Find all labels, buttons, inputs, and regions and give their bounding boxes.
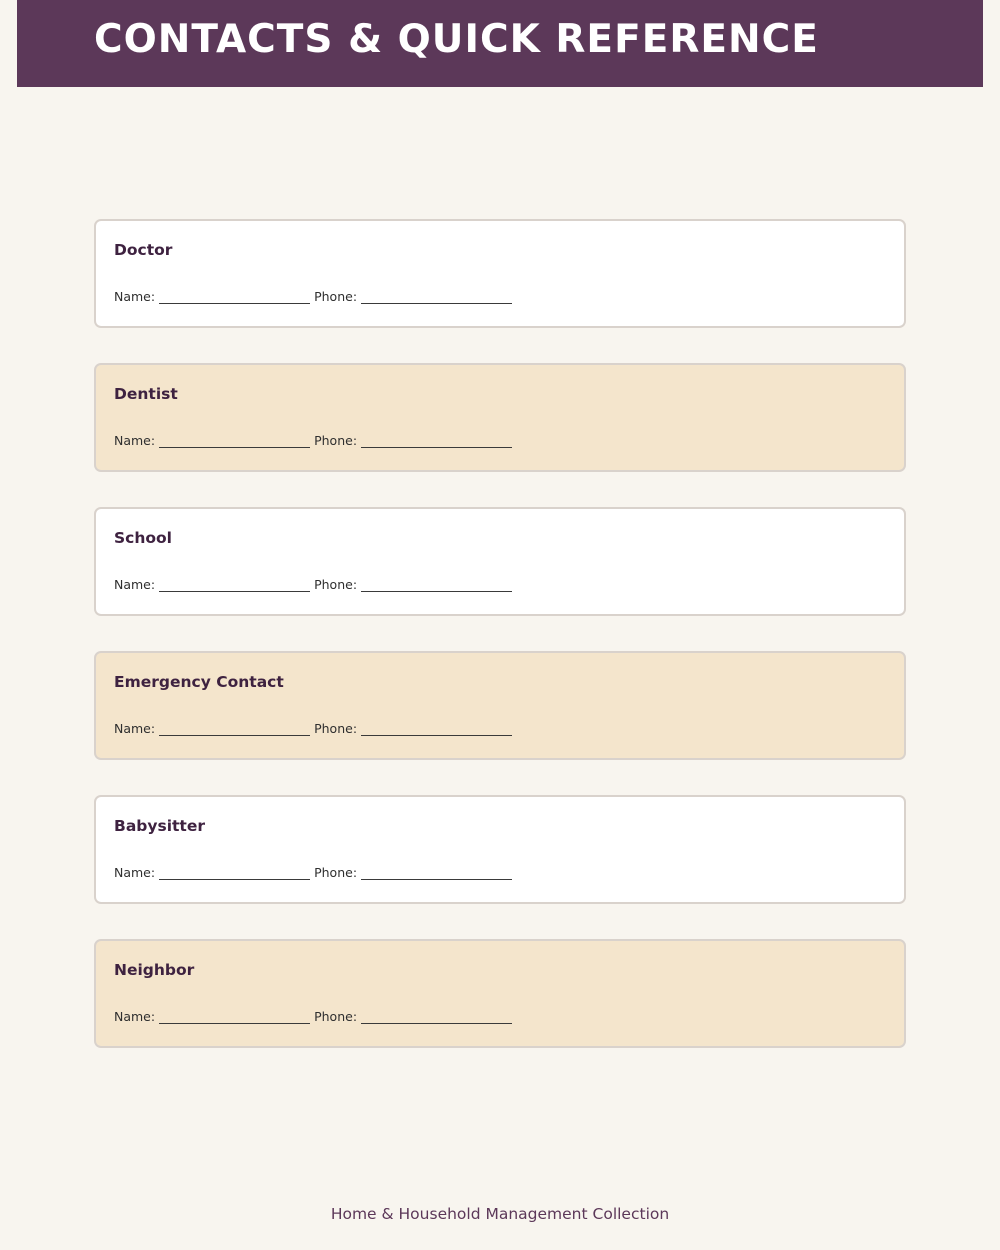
name-label: Name: — [114, 721, 156, 736]
phone-label: Phone: — [314, 577, 358, 592]
card-fields — [114, 718, 516, 736]
contact-cards — [94, 219, 906, 1083]
name-blank-line[interactable] — [159, 1009, 310, 1024]
contact-card-emergency-contact — [94, 651, 906, 760]
name-label: Name: — [114, 289, 156, 304]
card-title: Doctor — [114, 241, 173, 259]
card-fields — [114, 286, 516, 304]
card-title: Babysitter — [114, 817, 205, 835]
contact-card-babysitter — [94, 795, 906, 904]
name-label: Name: — [114, 865, 156, 880]
phone-label: Phone: — [314, 721, 358, 736]
card-title: Neighbor — [114, 961, 195, 979]
card-title: School — [114, 529, 172, 547]
card-title: Dentist — [114, 385, 178, 403]
phone-label: Phone: — [314, 1009, 358, 1024]
card-fields — [114, 1006, 516, 1024]
phone-blank-line[interactable] — [361, 577, 512, 592]
footer-text: Home & Household Management Collection — [330, 1205, 670, 1223]
name-blank-line[interactable] — [159, 577, 310, 592]
name-label: Name: — [114, 1009, 156, 1024]
contact-card-school — [94, 507, 906, 616]
contact-card-neighbor — [94, 939, 906, 1048]
phone-label: Phone: — [314, 433, 358, 448]
card-title: Emergency Contact — [114, 673, 284, 691]
page-title: CONTACTS & QUICK REFERENCE — [94, 17, 819, 62]
phone-blank-line[interactable] — [361, 1009, 512, 1024]
phone-label: Phone: — [314, 289, 358, 304]
contact-card-dentist — [94, 363, 906, 472]
card-fields — [114, 430, 516, 448]
phone-blank-line[interactable] — [361, 865, 512, 880]
name-label: Name: — [114, 433, 156, 448]
card-fields — [114, 574, 516, 592]
name-blank-line[interactable] — [159, 721, 310, 736]
name-label: Name: — [114, 577, 156, 592]
phone-label: Phone: — [314, 865, 358, 880]
name-blank-line[interactable] — [159, 289, 310, 304]
phone-blank-line[interactable] — [361, 289, 512, 304]
card-fields — [114, 862, 516, 880]
name-blank-line[interactable] — [159, 865, 310, 880]
phone-blank-line[interactable] — [361, 721, 512, 736]
header-bar — [17, 0, 983, 87]
name-blank-line[interactable] — [159, 433, 310, 448]
phone-blank-line[interactable] — [361, 433, 512, 448]
contact-card-doctor — [94, 219, 906, 328]
